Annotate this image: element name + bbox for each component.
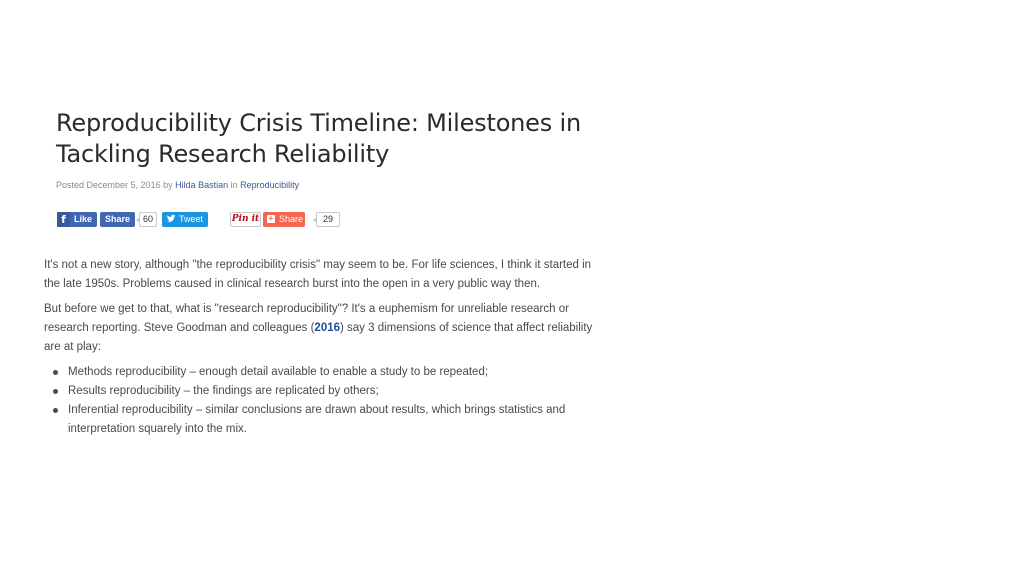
facebook-icon: f bbox=[57, 212, 70, 227]
list-item: Results reproducibility – the findings are replicated by others; bbox=[68, 382, 600, 401]
paragraph-definition-start: But before we get to that, what is "research reproducibility"? It's a euphemism for unreliable research or research reporting. Steve Goodman and colleagues ( bbox=[44, 303, 569, 334]
by-text: by bbox=[160, 180, 176, 190]
facebook-like-label: Like bbox=[74, 214, 93, 224]
facebook-like-button[interactable] bbox=[57, 212, 97, 227]
share-bar bbox=[57, 212, 357, 228]
google-plus-share-label: Share bbox=[279, 214, 304, 224]
posted-prefix: Posted bbox=[56, 180, 87, 190]
paragraph-intro: It's not a new story, although "the reproducibility crisis" may seem to be. For life sciences, I think it started in the late 1950s. Problems caused in clinical research burst into the open in a very public way then. bbox=[44, 259, 592, 290]
facebook-share-button[interactable]: Share bbox=[100, 212, 135, 227]
tweet-button[interactable] bbox=[162, 212, 208, 227]
article-title: Reproducibility Crisis Timeline: Milestones in Tackling Research Reliability bbox=[56, 109, 581, 168]
paragraph-definition-end: ) say 3 dimensions of science that affect reliability are at play: bbox=[44, 322, 593, 353]
author-link[interactable]: Hilda Bastian bbox=[175, 180, 229, 190]
list-item: Methods reproducibility – enough detail available to enable a study to be repeated; bbox=[68, 363, 600, 382]
article-body bbox=[44, 256, 600, 439]
post-date: December 5, 2016 bbox=[86, 180, 161, 190]
facebook-share-count: 60 bbox=[139, 212, 157, 227]
google-plus-share-button[interactable] bbox=[263, 212, 305, 227]
in-text: in bbox=[228, 180, 241, 190]
reproducibility-dimensions-list bbox=[44, 363, 600, 439]
list-item: Inferential reproducibility – similar conclusions are drawn about results, which brings statistics and interpretation squarely into the mix. bbox=[68, 401, 600, 439]
paragraph-definition bbox=[44, 300, 600, 357]
share-count: 29 bbox=[316, 212, 340, 227]
twitter-bird-icon bbox=[166, 212, 176, 232]
goodman-2016-link[interactable]: 2016 bbox=[314, 322, 341, 334]
pinterest-pin-button[interactable]: Pin it bbox=[230, 212, 261, 227]
google-plus-icon: + bbox=[268, 214, 274, 223]
post-meta bbox=[56, 180, 299, 190]
tweet-label: Tweet bbox=[179, 214, 204, 224]
category-link[interactable]: Reproducibility bbox=[240, 180, 300, 190]
